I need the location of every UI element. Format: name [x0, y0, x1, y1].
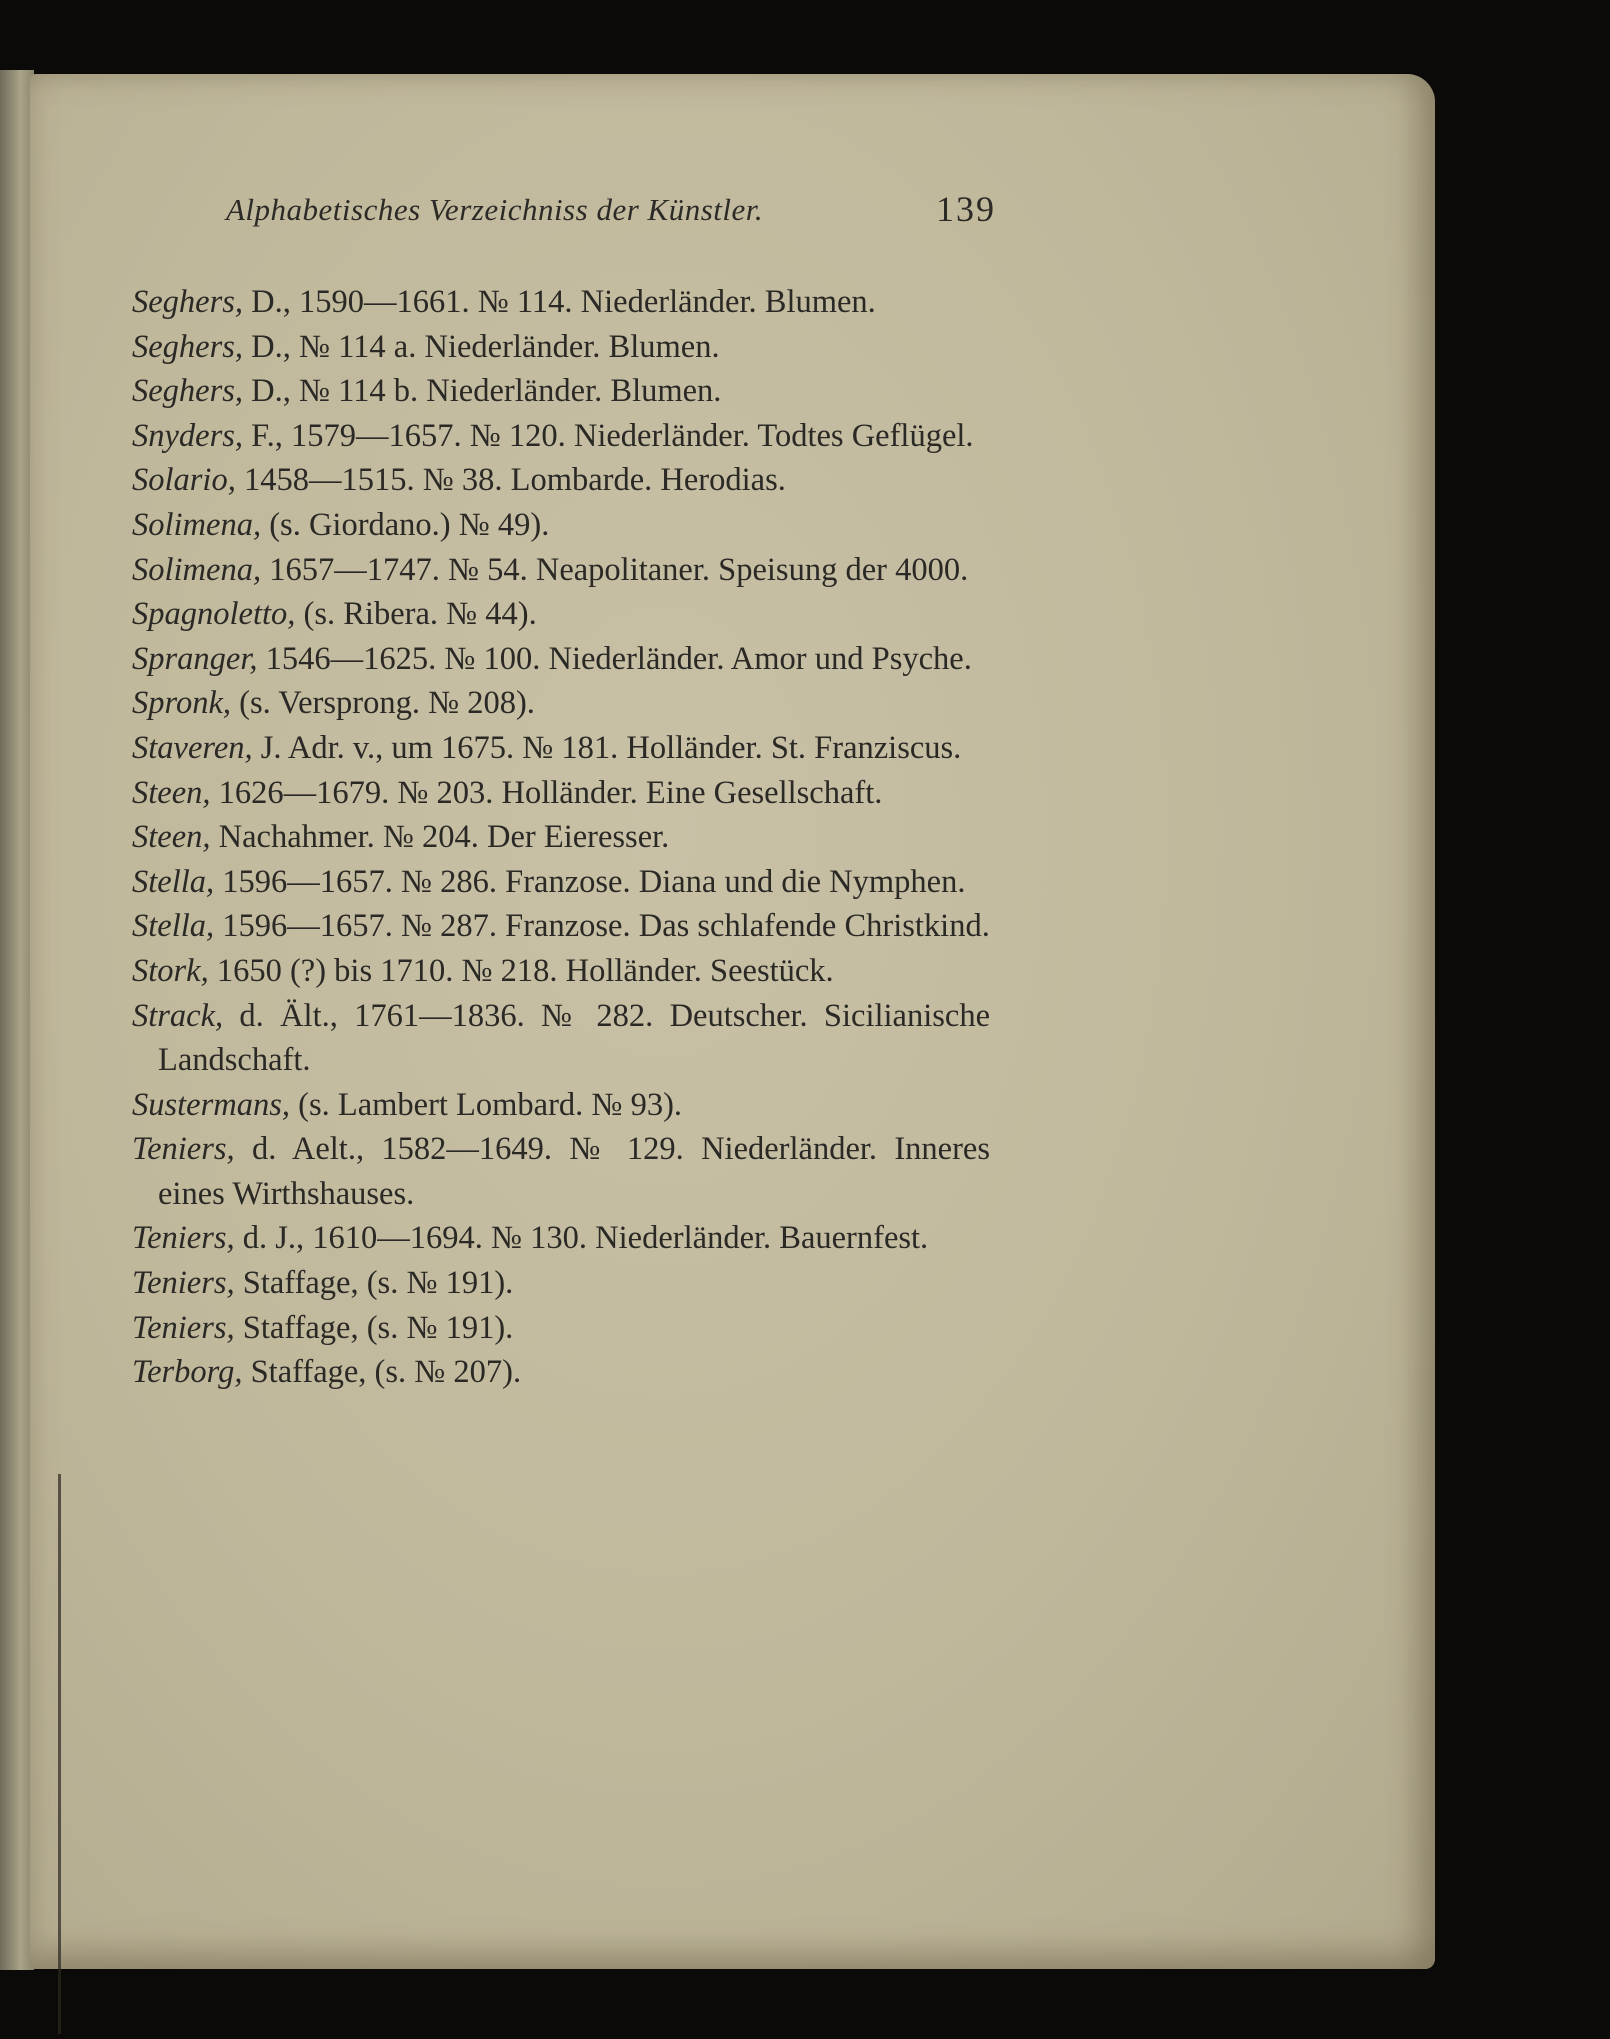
- header-title: Alphabetisches Verzeichniss der Künstler.: [226, 192, 764, 227]
- entry-text: Staffage, (s. № 207).: [242, 1354, 522, 1391]
- entry-text: 1650 (?) bis 1710. № 218. Holländer. Seestück.: [208, 952, 834, 989]
- page-number: 139: [936, 189, 996, 229]
- entry-text: (s. Ribera. № 44).: [295, 596, 537, 633]
- index-entry: [132, 458, 990, 503]
- entry-text: (s. Versprong. № 208).: [231, 685, 535, 722]
- artist-name: Terborg,: [132, 1354, 243, 1391]
- entry-text: (s. Giordano.) № 49).: [261, 506, 550, 543]
- artist-name: Seghers,: [132, 373, 244, 410]
- entry-text: D., № 114 a. Niederländer. Blumen.: [243, 328, 720, 365]
- index-entry: [132, 414, 990, 459]
- artist-name: Solario,: [132, 462, 236, 499]
- entry-text: J. Adr. v., um 1675. № 181. Holländer. St. Franziscus.: [252, 729, 962, 766]
- artist-name: Seghers,: [132, 328, 244, 365]
- artist-name: Steen,: [132, 819, 211, 856]
- artist-name: Steen,: [132, 774, 211, 811]
- index-entry: [132, 681, 990, 726]
- artist-name: Spronk,: [132, 685, 231, 722]
- index-entry: [132, 1306, 990, 1351]
- running-header: [226, 188, 996, 238]
- index-entry: [132, 726, 990, 771]
- index-entry: [132, 1350, 990, 1395]
- entry-text: D., 1590—1661. № 114. Niederländer. Blumen.: [243, 284, 876, 320]
- artist-name: Teniers,: [132, 1309, 235, 1346]
- index-entry: [132, 904, 990, 949]
- artist-name: Stella,: [132, 908, 215, 945]
- index-entry: [132, 548, 990, 593]
- index-entry: [132, 280, 990, 325]
- artist-name: Sustermans,: [132, 1086, 290, 1123]
- index-entry: [132, 815, 990, 860]
- entry-text: d. Ält., 1761—1836. № 282. Deutscher. Sicilianische Landschaft.: [158, 997, 990, 1079]
- index-entry: [132, 771, 990, 816]
- artist-name: Teniers,: [132, 1220, 235, 1257]
- index-entry: [132, 994, 990, 1083]
- index-entry: [132, 1083, 990, 1128]
- artist-name: Strack,: [132, 997, 224, 1034]
- artist-name: Seghers,: [132, 284, 244, 320]
- binding-line: [58, 1474, 61, 2034]
- artist-index: [132, 280, 990, 1395]
- entry-text: 1546—1625. № 100. Niederländer. Amor und Psyche.: [257, 640, 972, 677]
- entry-text: 1458—1515. № 38. Lombarde. Herodias.: [235, 462, 786, 499]
- index-entry: [132, 860, 990, 905]
- artist-name: Teniers,: [132, 1131, 235, 1168]
- index-entry: [132, 503, 990, 548]
- artist-name: Snyders,: [132, 417, 244, 454]
- artist-name: Solimena,: [132, 506, 262, 543]
- entry-text: Staffage, (s. № 191).: [234, 1265, 514, 1302]
- artist-name: Spranger,: [132, 640, 258, 677]
- entry-text: Nachahmer. № 204. Der Eieresser.: [210, 819, 670, 856]
- artist-name: Stella,: [132, 863, 215, 900]
- entry-text: d. Aelt., 1582—1649. № 129. Niederländer. Inneres eines Wirthshauses.: [158, 1131, 990, 1212]
- index-entry: [132, 637, 990, 682]
- index-entry: [132, 949, 990, 994]
- entry-text: (s. Lambert Lombard. № 93).: [290, 1086, 683, 1123]
- index-entry: [132, 369, 990, 414]
- entry-text: Staffage, (s. № 191).: [234, 1309, 514, 1346]
- index-entry: [132, 1261, 990, 1306]
- artist-name: Solimena,: [132, 551, 262, 588]
- artist-name: Teniers,: [132, 1265, 235, 1302]
- entry-text: F., 1579—1657. № 120. Niederländer. Todtes Geflügel.: [243, 417, 974, 454]
- entry-text: D., № 114 b. Niederländer. Blumen.: [243, 373, 722, 410]
- artist-name: Staveren,: [132, 729, 253, 766]
- entry-text: 1596—1657. № 287. Franzose. Das schlafende Christkind.: [214, 908, 990, 945]
- entry-text: d. J., 1610—1694. № 130. Niederländer. Bauernfest.: [234, 1220, 929, 1257]
- index-entry: [132, 1216, 990, 1261]
- entry-text: 1657—1747. № 54. Neapolitaner. Speisung der 4000.: [261, 551, 969, 588]
- index-entry: [132, 325, 990, 370]
- entry-text: 1626—1679. № 203. Holländer. Eine Gesellschaft.: [210, 774, 883, 811]
- index-entry: [132, 1127, 990, 1216]
- entry-text: 1596—1657. № 286. Franzose. Diana und die Nymphen.: [214, 863, 966, 900]
- artist-name: Stork,: [132, 952, 209, 989]
- index-entry: [132, 592, 990, 637]
- artist-name: Spagnoletto,: [132, 596, 296, 633]
- left-page-edge: [0, 70, 34, 1970]
